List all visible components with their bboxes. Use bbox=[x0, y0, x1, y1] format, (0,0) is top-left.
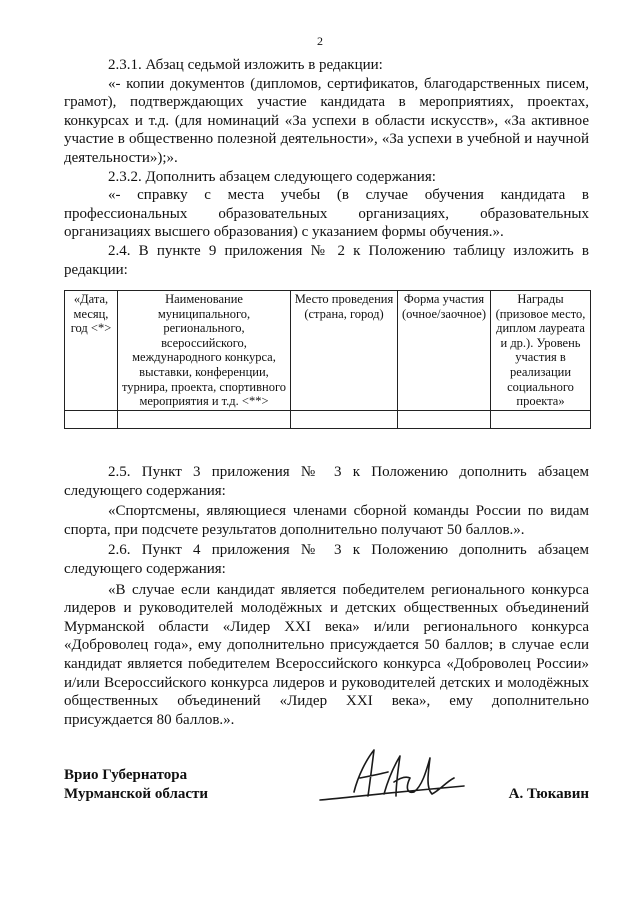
header-participation-form: Форма участия (очное/заочное) bbox=[398, 291, 491, 411]
signatory-title bbox=[64, 766, 208, 804]
page-number: 2 bbox=[317, 34, 323, 48]
header-awards: Награды (призовое место, диплом лауреата и др.). Уровень участия в реализации социального проекта» bbox=[491, 291, 591, 411]
paragraph-2-3-1: 2.3.1. Абзац седьмой изложить в редакции: bbox=[108, 57, 383, 73]
awards-table bbox=[64, 290, 591, 429]
table-row bbox=[65, 410, 591, 428]
paragraph-2-6-quote: «В случае если кандидат является победителем регионального конкурса лидеров и руководителей молодёжных и детских общественных объединений Мурманской области «Лидер XXI века» и/или регионального конкурса «Доброволец года», ему дополнительно присуждается 50 баллов; в случае если кандидат является победителем Всероссийского конкурса «Доброволец России» и/или Всероссийского конкурса лидеров и руководителей детских и молодёжных общественных объединений «Лидер XXI века», ему дополнительно присуждается 80 баллов.». bbox=[64, 581, 589, 728]
table-cell bbox=[291, 410, 398, 428]
signatory-name: А. Тюкавин bbox=[508, 786, 589, 802]
table-cell bbox=[118, 410, 291, 428]
table-cell bbox=[398, 410, 491, 428]
paragraph-2-6: 2.6. Пункт 4 приложения № 3 к Положению дополнить абзацем следующего содержания: bbox=[64, 542, 589, 577]
body-text-top bbox=[64, 56, 589, 279]
table-header-row bbox=[65, 291, 591, 411]
header-event-name: Наименование муниципального, регионального, всероссийского, международного конкурса, выставки, конференции, турнира, проекта, спортивного мероприятия и т.д. <**> bbox=[118, 291, 291, 411]
paragraph-2-4: 2.4. В пункте 9 приложения № 2 к Положению таблицу изложить в редакции: bbox=[64, 242, 589, 278]
handwritten-signature bbox=[314, 742, 474, 812]
table-cell bbox=[65, 410, 118, 428]
header-venue: Место проведения (страна, город) bbox=[291, 291, 398, 411]
signature-block bbox=[64, 766, 589, 826]
signatory-title-line-2: Мурманской области bbox=[64, 786, 209, 802]
awards-table-wrap bbox=[64, 290, 590, 429]
table-cell bbox=[491, 410, 591, 428]
paragraph-2-5-quote: «Спортсмены, являющиеся членами сборной команды России по видам спорта, при подсчете результатов дополнительно получают 50 баллов.». bbox=[64, 503, 589, 538]
paragraph-2-3-1-quote: «- копии документов (дипломов, сертификатов, благодарственных писем, грамот), подтверждающих участие кандидата в мероприятиях, проектах, конкурсах и т.д. (для номинаций «За успехи в области искусств», «За активное участие в общественно полезной деятельности», «За успехи в учебной и научной деятельности»);». bbox=[64, 75, 589, 166]
paragraph-2-3-2: 2.3.2. Дополнить абзацем следующего содержания: bbox=[108, 168, 436, 185]
body-text-bottom bbox=[64, 463, 589, 729]
paragraph-2-5: 2.5. Пункт 3 приложения № 3 к Положению дополнить абзацем следующего содержания: bbox=[64, 464, 589, 499]
paragraph-2-3-2-quote: «- справку с места учебы (в случае обучения кандидата в профессиональных образовательных организациях, образовательных организациях высшего образования) с указанием формы обучения.». bbox=[64, 187, 589, 241]
header-date: «Дата, месяц, год <*> bbox=[65, 291, 118, 411]
signatory-title-line-1: Врио Губернатора bbox=[64, 767, 188, 783]
